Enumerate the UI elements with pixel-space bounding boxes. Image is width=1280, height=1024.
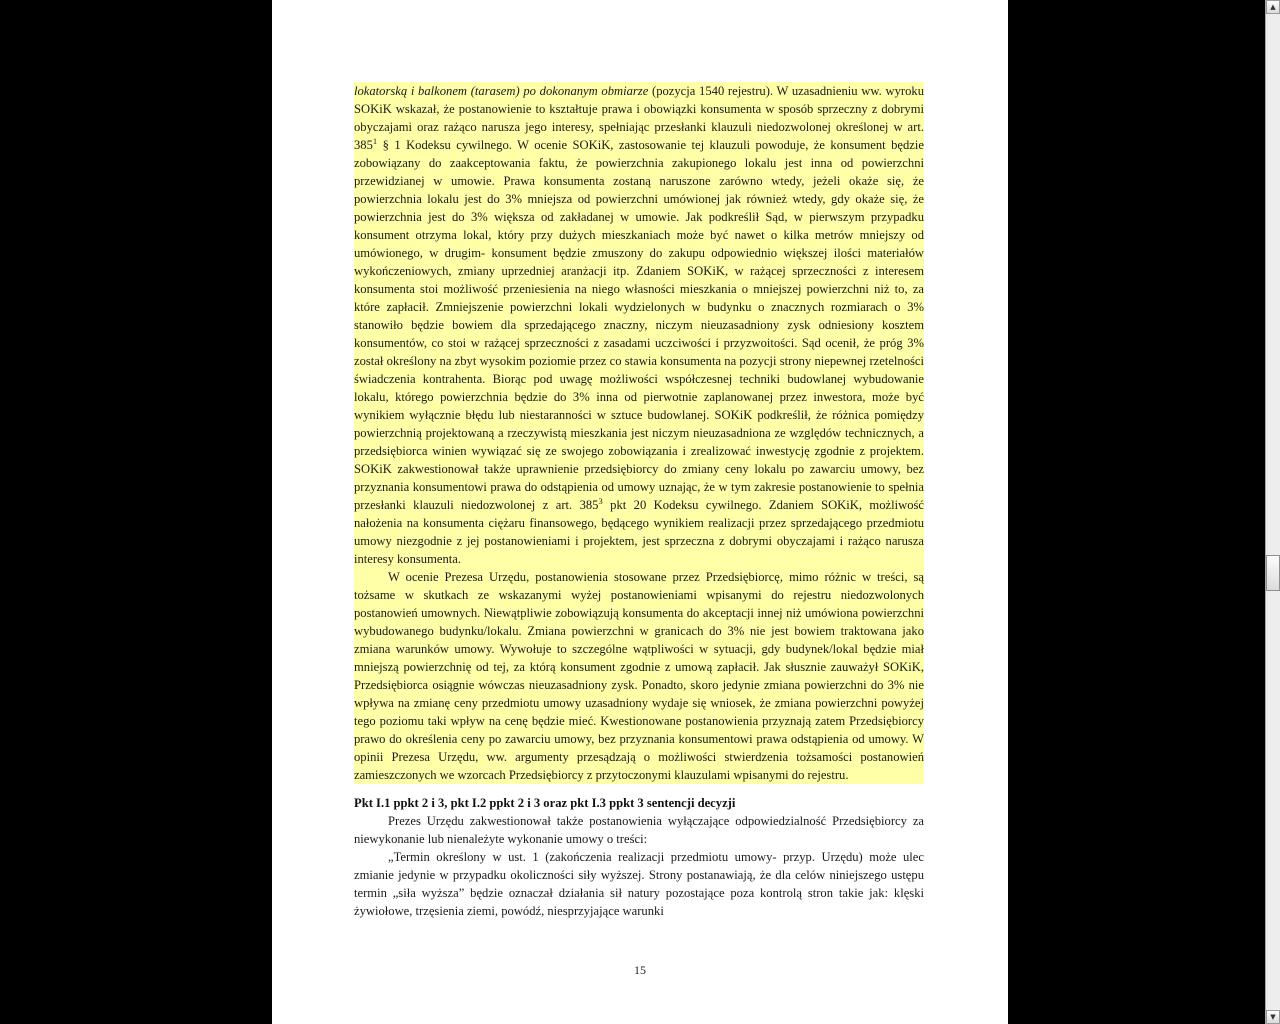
page-content: [354, 82, 924, 920]
paragraph-force-majeure-quote: „Termin określony w ust. 1 (zakończenia realizacji przedmiotu umowy- przyp. Urzędu) może ulec zmianie jedynie w przypadku okoliczności siły wyższej. Strony postanawiają, że dla celów niniejszego ustępu termin „siła wyższa” będzie oznaczał działania sił natury pozostające poza kontrolą stron takie jak: klęski żywiołowe, trzęsienia ziemi, powódź, niesprzyjające warunki: [354, 850, 924, 918]
scroll-down-icon[interactable]: ▼: [1266, 1010, 1280, 1024]
section-heading: Pkt I.1 ppkt 2 i 3, pkt I.2 ppkt 2 i 3 oraz pkt I.3 ppkt 3 sentencji decyzji: [354, 796, 736, 810]
scrollbar-track[interactable]: [1266, 14, 1280, 1010]
scroll-up-icon[interactable]: ▲: [1266, 0, 1280, 14]
paragraph-questioned-provisions: Prezes Urzędu zakwestionował także postanowienia wyłączające odpowiedzialność Przedsiębiorcy za niewykonanie lub nienależyte wykonanie umowy o treści:: [354, 814, 924, 846]
scrollbar-thumb[interactable]: [1266, 555, 1280, 591]
vertical-scrollbar[interactable]: [1265, 0, 1280, 1024]
document-page: [272, 0, 1008, 1024]
paragraph-1-body: (pozycja 1540 rejestru). W uzasadnieniu ww. wyroku SOKiK wskazał, że postanowienie to kształtuje prawa i obowiązki konsumenta w sposób sprzeczny z dobrymi obyczajami oraz rażąco narusza jego interesy, spełniając przesłanki klauzuli niedozwolonej określonej w art. $385^1$ § 1 Kodeksu cywilnego. W ocenie SOKiK, zastosowanie tej klauzuli powoduje, że konsument będzie zobowiązany do zaakceptowania faktu, że powierzchnia zakupionego lokalu jest inna od powierzchni przewidzianej w umowie. Prawa konsumenta zostaną naruszone zarówno wtedy, jeżeli okaże się, że powierzchnia lokalu jest do 3% mniejsza od powierzchni umówionej jak również wtedy, gdy okaże się, że powierzchnia jest do 3% większa od zakładanej w umowie. Jak podkreślił Sąd, w pierwszym przypadku konsument otrzyma lokal, który przy dużych mieszkaniach może być nawet o kilka metrów mniejszy od umówionego, w drugim- konsument będzie zmuszony do zakupu odpowiednio większej ilości materiałów wykończeniowych, zmiany uprzedniej aranżacji itp. Zdaniem SOKiK, w rażącej sprzeczności z interesem konsumenta stoi możliwość przeniesienia na niego własności mieszkania o mniejszej powierzchni niż to, za które zapłacił. Zmniejszenie powierzchni lokali wydzielonych w budynku o znacznych rozmiarach o 3% stanowiło będzie bowiem dla sprzedającego znaczny, niczym nieuzasadniony zysk odniesiony kosztem konsumentów, co stoi w rażącej sprzeczności z zasadami uczciwości i przyzwoitości. Sąd ocenił, że próg 3% został określony na zbyt wysokim poziomie przez co stawia konsumenta na pozycji strony niepewnej rzetelności świadczenia kontrahenta. Biorąc pod uwagę możliwości współczesnej techniki budowlanej wybudowanie lokalu, którego powierzchnia będzie do 3% inna od pierwotnie zaplanowanej przez inwestora, może być wynikiem wyłącznie błędu lub niestaranności w sztuce budowlanej. SOKiK podkreślił, że różnica pomiędzy powierzchnią projektowaną a rzeczywistą mieszkania jest niczym nieuzasadniona ze względów technicznych, a przedsiębiorca winien wywiązać się ze swojego zobowiązania i zrealizować inwestycję zgodnie z projektem. SOKiK zakwestionował także uprawnienie przedsiębiorcy do zmiany ceny lokalu po zawarciu umowy, bez przyznania konsumentowi prawa do odstąpienia od umowy uznając, że w tym zakresie postanowienie to spełnia przesłanki klauzuli niedozwolonej z art. $385^3$ pkt 20 Kodeksu cywilnego. Zdaniem SOKiK, możliwość nałożenia na konsumenta ciężaru finansowego, będącego wynikiem realizacji przez sprzedającego przedmiotu umowy niezgodnie z jej postanowieniami i projektem, jest sprzeczna z dobrymi obyczajami i rażąco narusza interesy konsumenta.: [354, 84, 924, 566]
paragraph-president-opinion: W ocenie Prezesa Urzędu, postanowienia stosowane przez Przedsiębiorcę, mimo różnic w treści, są tożsame w skutkach ze wskazanymi wyżej postanowieniami wpisanymi do rejestru niedozwolonych postanowień umownych. Niewątpliwie zobowiązują konsumenta do akceptacji innej niż umówiona powierzchni wybudowanego budynku/lokalu. Zmiana powierzchni w granicach do 3% nie jest bowiem traktowana jako zmiana warunków umowy. Wywołuje to szczególne wątpliwości w sytuacji, gdy budynek/lokal będzie miał mniejszą powierzchnię od tej, za którą konsument zgodnie z umową zapłacił. Jak słusznie zauważył SOKiK, Przedsiębiorca osiągnie wówczas nieuzasadniony zysk. Ponadto, skoro jedynie zmiana powierzchni do 3% nie wpływa na zmianę ceny przedmiotu umowy uzasadniony wydaje się wniosek, że zmiana powierzchni powyżej tego poziomu taki wpływ na cenę będzie mieć. Kwestionowane postanowienia przyznają zatem Przedsiębiorcy prawo do określenia ceny po zawarciu umowy, bez przyznania konsumentowi prawa odstąpienia od umowy. W opinii Prezesa Urzędu, ww. argumenty przesądzają o możliwości stwierdzenia tożsamości postanowień zamieszczonych we wzorcach Przedsiębiorcy z przytoczonymi klauzulami wpisanymi do rejestru.: [354, 570, 924, 782]
italic-quote-fragment: lokatorską i balkonem (tarasem) po dokonanym obmiarze: [354, 84, 649, 98]
page-number: 15: [634, 963, 646, 977]
paragraph-sokik-justification: [354, 82, 924, 568]
